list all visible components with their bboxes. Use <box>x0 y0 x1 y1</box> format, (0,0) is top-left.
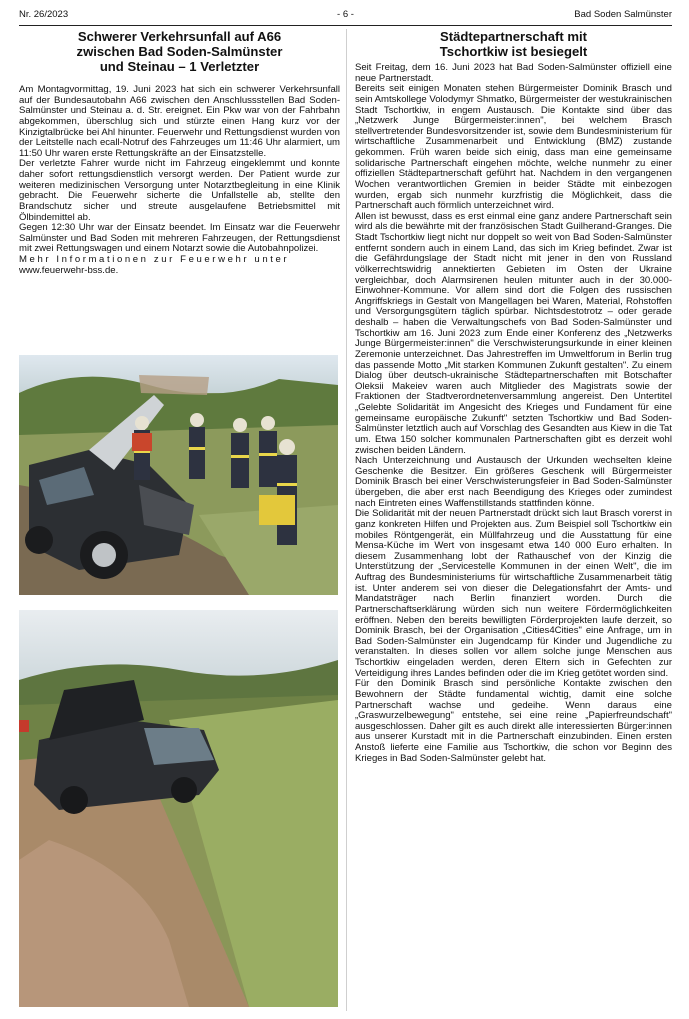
partnership-paragraph-5: Die Solidarität mit der neuen Partnerstadt drückt sich laut Brasch vorerst in ganz konkreten Hilfen und Projekten aus. Zum Beispiel soll Tschortkiw ein mobiles Röntgengerät, ein Müllfahrzeug und die Ausstattung für eine Mensa-Küche im Wert von insgesamt etwa 140 000 Euro erhalten. In diesem Zusammenhang lobt der Rathauschef von der Kinzig die Unterstützung der „Servicestelle Kommunen in der einen Welt", die im Auftrag des Bundesministeriums für wirtschaftliche Zusammenarbeit tätig ist. Unter anderem sei von dieser die Delegationsfahrt der Amts- und Mandatsträger nach Berlin finanziert worden. Durch die Partnerschaftserklärung würden sich nun weitere Fördermöglichkeiten eröffnen. Neben den bereits bewilligten Förderprojekten laufe derzeit, so Dominik Brasch, bei der Organisation „Cities4Cities" eine Anfrage, um in Bad Soden-Salmünster ein Jugendcamp für Kinder und Jugendliche zu veranstalten. In dieses sollen vor allem solche junge Menschen aus Tschortkiw eingeladen werden, deren Eltern sich in Gefechten zur Verteidigung ihres Landes befinden oder die im Krieg getötet worden sind. <box>355 508 672 679</box>
page-number: - 6 - <box>337 9 354 20</box>
accident-body <box>19 85 340 276</box>
photo-firefighters-at-crash <box>19 355 338 595</box>
partnership-paragraph-6: Für den Dominik Brasch sind persönliche Kontakte zwischen den Bewohnern der Städte fundamental wichtig, damit eine solche Partnerschaft wachse und gedeihe. Wenn daraus eine „Graswurzelbewegung" entstehe, sei eine reine „Papierfreundschaft" ausgeschlossen. Daher gilt es auch direkt alle interessierten Bürger:innen aus unserer Kurstadt mit in die Partnerschaft einzubinden. Einen ersten Anstoß lieferte eine Familie aus Tschortkiw, die schon vor Beginn des Krieges in Bad Soden-Salmünster gelebt hat. <box>355 678 672 764</box>
issue-number: Nr. 26/2023 <box>19 9 69 20</box>
partnership-paragraph-1: Seit Freitag, dem 16. Juni 2023 hat Bad Soden-Salmünster offiziell eine neue Partnerstadt. <box>355 62 672 84</box>
partnership-headline-line-2: Tschortkiw ist besiegelt <box>439 44 588 59</box>
partnership-headline <box>355 29 672 63</box>
accident-headline-line-2: zwischen Bad Soden-Salmünster <box>76 44 283 59</box>
page-header <box>19 7 672 23</box>
photo-firefighters-graphic <box>19 355 338 595</box>
accident-article <box>19 29 340 276</box>
partnership-body <box>355 63 672 764</box>
accident-headline-line-1: Schwerer Verkehrsunfall auf A66 <box>77 29 282 44</box>
partnership-paragraph-3: Allen ist bewusst, dass es erst einmal eine ganz andere Partnerschaft sein wird als die bewährte mit der französischen Stadt Guilherand-Granges. Die Stadt Tschortkiw liegt nicht nur doppelt so weit von Bad Soden-Salmünster entfernt sondern auch in einem Land, das sich im Krieg befindet. Zwar ist die Gefährdungslage der Stadt nicht mit jener in den von Russland völkerrechtswidrig annektierten Gebieten im Osten der Ukraine vergleichbar, doch Alarmsirenen heulen mitunter auch in der 30.000-Einwohner-Kommune. Vor allem sind dort die Folgen des russischen Angriffskriegs in Gestalt von Mangellagen bei Waren, Material, Rohstoffen und Versorgungsgütern täglich spürbar. Nichtsdestotrotz – oder gerade deshalb – haben die Verwaltungschefs von Bad Soden-Salmünster und Tschortkiw am 16. Juni 2023 zum Ende einer Konferenz des „Netzwerks Junge Bürgermeister:innen" die Verschwisterungsurkunde in einer kleinen Zeremonie unterzeichnet. Das Jahrestreffen im Umweltforum in Berlin trug das passende Motto „Mit starken Kommunen Zukunft gestalten". Zu einem Dialog über deutsch-ukrainische Städtepartnerschaften mit Botschafter Oleksii Makeiev waren auch Mitglieder des Magistrats sowie der Fraktionen der Stadtverordnetenversammlung angereist. Den Untertitel „Gelebte Solidarität im Angesicht des Krieges und Fundament für eine gemeinsame europäische Zukunft" setzten Tschortkiw und Bad Soden-Salmünster letztlich auch auf Vorschlag des Gesandten aus Kiew in die Tat um. Etwa 150 solcher kommunalen Partnerschaften gibt es derzeit wohl zwischen beiden Ländern. <box>355 210 672 456</box>
partnership-article <box>355 29 672 764</box>
partnership-headline-line-1: Städtepartnerschaft mit <box>440 29 587 44</box>
partnership-paragraph-4: Nach Unterzeichnung und Austausch der Urkunden wechselten kleine Geschenke die Besitzer. Ein größeres Geschenk will Bürgermeister Dominik Brasch bei einer Verschwisterungsfeier in Bad Soden-Salmünster übergeben, die aber erst nach Beendigung des Krieges oder zumindest nach Eintreten eines Waffenstillstands stattfinden könne. <box>355 455 672 509</box>
header-rule <box>19 25 672 26</box>
accident-paragraph-3: Gegen 12:30 Uhr war der Einsatz beendet. Im Einsatz war die Feuerwehr Salmünster und Bad Soden mit mehreren Fahrzeugen, der Rettungsdienst mit zwei Rettungswagen und einem Notarzt sowie die Autobahnpolizei. <box>19 222 340 255</box>
more-info-line: Mehr Informationen zur Feuerwehr unter <box>19 254 290 265</box>
accident-paragraph-1: Am Montagvormittag, 19. Juni 2023 hat sich ein schwerer Verkehrsunfall auf der Bundesautobahn A66 zwischen den Anschlussstellen Bad Soden-Salmünster und Steinau a. d. Str. ereignet. Ein Pkw war von der Fahrbahn abgekommen, überschlug sich und stürzte einen Hang kurz vor der Kinzigtalbrücke bei Ahl hinunter. Feuerwehr und Rettungsdienst wurden von der Leitstelle nach ecall-Notruf des Fahrzeuges um 11:46 Uhr alarmiert, um 11:50 Uhr waren erste Rettungskräfte an der Einsatzstelle. <box>19 84 340 159</box>
accident-headline-line-3: und Steinau – 1 Verletzter <box>99 59 260 74</box>
photo-crashed-car-slope <box>19 610 338 1007</box>
photo-crashed-car-graphic <box>19 610 338 1007</box>
accident-headline <box>19 29 340 85</box>
fire-department-url: www.feuerwehr-bss.de. <box>19 264 119 276</box>
town-name: Bad Soden Salmünster <box>574 9 672 20</box>
accident-paragraph-2: Der verletzte Fahrer wurde nicht im Fahrzeug eingeklemmt und konnte daher sofort rettungsdienstlich versorgt werden. Der Patient wurde zur weiteren medizinischen Versorgung unter Notarztbegleitung in eine Klinik gebracht. Die Feuerwehr sicherte die Unfallstelle ab, stellte den Brandschutz sicher und streute ausgelaufene Betriebsmittel mit Ölbindemittel ab. <box>19 158 340 223</box>
partnership-paragraph-2: Bereits seit einigen Monaten stehen Bürgermeister Dominik Brasch und sein Amtskollege Volodymyr Shmatko, Bürgermeister der westukrainischen Stadt Tschortkiw, in engem Austausch. Die Kontakte sind über das „Netzwerk Junge Bürgermeister:innen", bei welchem Brasch stellvertretender Bundesvorsitzender ist, sowie dem Bundesministerium für wirtschaftliche Zusammenarbeit und Entwicklung (BMZ) zustande gekommen. Früh waren beide sich einig, dass man eine gemeinsame solidarische Partnerschaft eingehen möchte, welche nunmehr zu einer offiziellen Städtepartnerschaft geführt hat. Nachdem in den vergangenen Wochen verantwortlichen Gremien in beider Städte mit einbezogen wurden, ergab sich nunmehr kurzfristig die Möglichkeit, dass die Partnerschaft auch förmlich unterzeichnet wird. <box>355 83 672 212</box>
column-divider <box>346 29 347 1011</box>
